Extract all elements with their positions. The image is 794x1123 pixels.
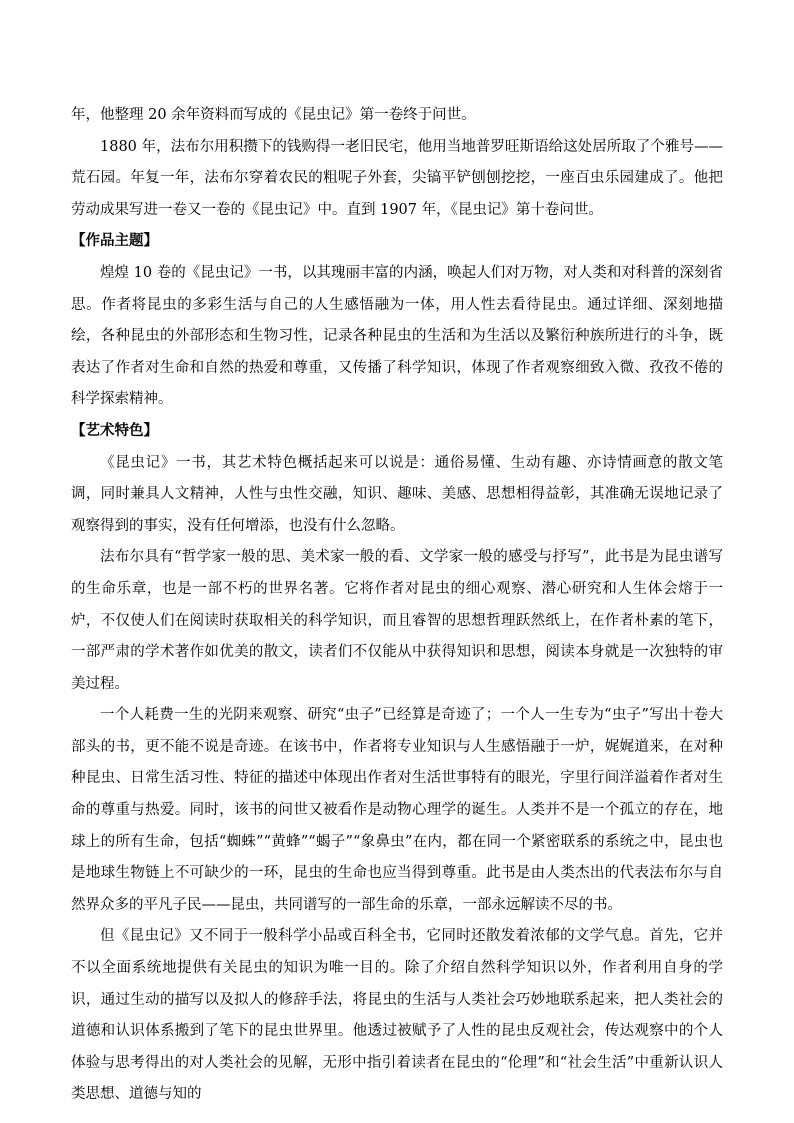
paragraph-fabre-quote: 法布尔具有“哲学家一般的思、美术家一般的看、文学家一般的感受与抒写”，此书是为昆虫谱写的生命乐章，也是一部不朽的世界名著。它将作者对昆虫的细心观察、潜心研究和人生体会熔于一炉，不仅使人们在阅读时获取相关的科学知识，而且睿智的思想哲理跃然纸上，在作者朴素的笔下，一部严肃的学术著作如优美的散文，读者们不仅能从中获得知识和思想，阅读本身就是一次独特的审美过程。 xyxy=(71,549,723,692)
paragraph-art-summary: 《昆虫记》一书，其艺术特色概括起来可以说是：通俗易懂、生动有趣、亦诗情画意的散文笔调，同时兼具人文精神，人性与虫性交融，知识、趣味、美感、思想相得益彰，其准确无误地记录了观察得到的事实，没有任何增添，也没有什么忽略。 xyxy=(71,454,723,534)
paragraph-lifetime: 一个人耗费一生的光阴来观察、研究“虫子”已经算是奇迹了；一个人一生专为“虫子”写出十卷大部头的书，更不能不说是奇迹。在该书中，作者将专业知识与人生感悟融于一炉，娓娓道来，在对种种昆虫、日常生活习性、特征的描述中体现出作者对生活世事特有的眼光，字里行间洋溢着作者对生命的尊重与热爱。同时，该书的问世又被看作是动物心理学的诞生。人类并不是一个孤立的存在，地球上的所有生命，包括“蜘蛛”“黄蜂”“蝎子”“象鼻虫”在内，都在同一个紧密联系的系统之中，昆虫也是地球生物链上不可缺少的一环，昆虫的生命也应当得到尊重。此书是由人类杰出的代表法布尔与自然界众多的平凡子民——昆虫，共同谱写的一部生命的乐章，一部永远解读不尽的书。 xyxy=(71,707,723,913)
paragraph-literary: 但《昆虫记》又不同于一般科学小品或百科全书，它同时还散发着浓郁的文学气息。首先，它并不以全面系统地提供有关昆虫的知识为唯一目的。除了介绍自然科学知识以外，作者利用自身的学识，通过生动的描写以及拟人的修辞手法，将昆虫的生活与人类社会巧妙地联系起来，把人类社会的道德和认识体系搬到了笔下的昆虫世界里。他透过被赋予了人性的昆虫反观社会，传达观察中的个人体验与思考得出的对人类社会的见解，无形中指引着读者在昆虫的“伦理”和“社会生活”中重新认识人类思想、道德与知的 xyxy=(71,928,723,1103)
section-heading-art: 【艺术特色】 xyxy=(71,422,158,439)
section-heading-theme: 【作品主题】 xyxy=(71,233,158,250)
paragraph-continuation: 年，他整理 20 余年资料而写成的《昆虫记》第一卷终于问世。 xyxy=(71,107,476,123)
paragraph-harmas: 1880 年，法布尔用积攒下的钱购得一老旧民宅，他用当地普罗旺斯语给这处居所取了个雅号——荒石园。年复一年，法布尔穿着农民的粗呢子外套，尖镐平铲刨刨挖挖，一座百虫乐园建成了。他把劳动成果写进一卷又一卷的《昆虫记》中。直到 1907 年，《昆虫记》第十卷问世。 xyxy=(71,138,723,218)
paragraph-theme: 煌煌 10 卷的《昆虫记》一书，以其瑰丽丰富的内涵，唤起人们对万物，对人类和对科普的深刻省思。作者将昆虫的多彩生活与自己的人生感悟融为一体，用人性去看待昆虫。通过详细、深刻地描绘，各种昆虫的外部形态和生物习性，记录各种昆虫的生活和为生活以及繁衍种族所进行的斗争，既表达了作者对生命和自然的热爱和尊重，又传播了科学知识，体现了作者观察细致入微、孜孜不倦的科学探索精神。 xyxy=(71,264,723,408)
document-page xyxy=(71,100,723,1111)
